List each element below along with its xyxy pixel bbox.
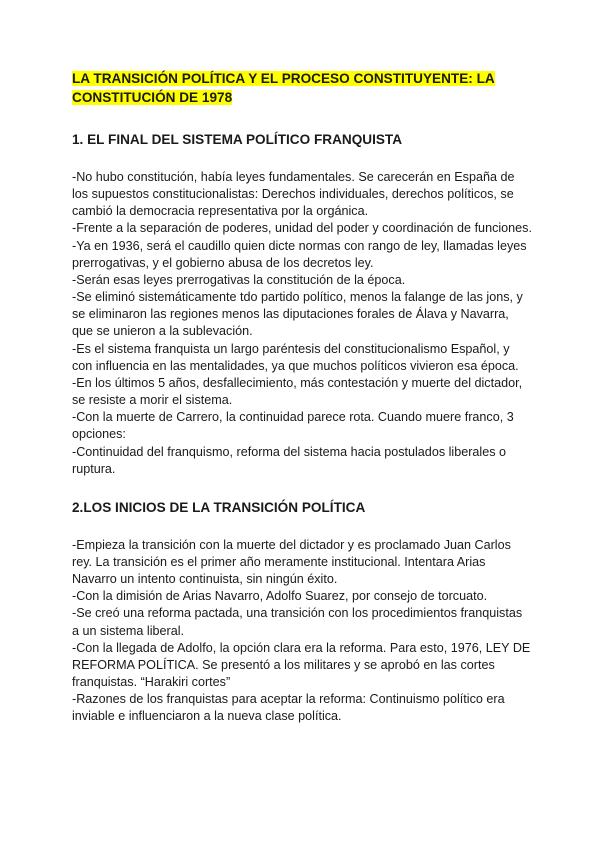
paragraph: -Empieza la transición con la muerte del dictador y es proclamado Juan Carlos rey. La transición es el primer año meramente institucional. Intentara Arias Navarro un intento continuista, sin ningún éxito. xyxy=(72,537,511,587)
paragraph: -En los últimos 5 años, desfallecimiento, más contestación y muerte del dictador, se resiste a morir el sistema. xyxy=(72,375,523,408)
paragraph: -No hubo constitución, había leyes fundamentales. Se carecerán en España de los supuestos constitucionalistas: Derechos individuales, derechos políticos, se cambió la democracia representativa por la orgánica. xyxy=(72,170,515,219)
paragraph: -Se creó una reforma pactada, una transición con los procedimientos franquistas a un sistema liberal. xyxy=(72,606,523,638)
paragraph: -Con la dimisión de Arias Navarro, Adolfo Suarez, por consejo de torcuato. xyxy=(72,589,488,604)
title-highlight: LA TRANSICIÓN POLÍTICA Y EL PROCESO CONSTITUYENTE: LA CONSTITUCIÓN DE 1978 xyxy=(72,71,495,105)
section-1 xyxy=(72,130,532,478)
section-heading: 2.LOS INICIOS DE LA TRANSICIÓN POLÍTICA xyxy=(72,499,366,515)
paragraph: -Serán esas leyes prerrogativas la constitución de la época. xyxy=(72,272,406,287)
document-page xyxy=(72,69,532,726)
section-2 xyxy=(72,498,532,726)
paragraph: -Ya en 1936, será el caudillo quien dicte normas con rango de ley, llamadas leyes prerrogativas, y el gobierno abusa de los decretos ley. xyxy=(72,238,527,270)
paragraph: -Se eliminó sistemáticamente tdo partido político, menos la falange de las jons, y se eliminaron las regiones menos las diputaciones forales de Álava y Navarra, que se unieron a la sublevación. xyxy=(72,290,523,339)
document-title xyxy=(72,69,532,107)
paragraph: -Frente a la separación de poderes, unidad del poder y coordinación de funciones. xyxy=(72,221,532,236)
paragraph: -Con la muerte de Carrero, la continuidad parece rota. Cuando muere franco, 3 opciones: xyxy=(72,410,514,442)
section-body xyxy=(72,169,532,478)
paragraph: -Continuidad del franquismo, reforma del sistema hacia postulados liberales o ruptura. xyxy=(72,444,507,476)
section-body xyxy=(72,537,532,726)
paragraph: -Con la llegada de Adolfo, la opción clara era la reforma. Para esto, 1976, LEY DE REFORMA POLÍTICA. Se presentó a los militares y se aprobó en las cortes franquistas. “Harakiri cortes” xyxy=(72,640,531,690)
paragraph: -Razones de los franquistas para aceptar la reforma: Continuismo político era inviable e influenciaron a la nueva clase política. xyxy=(72,692,505,724)
paragraph: -Es el sistema franquista un largo paréntesis del constitucionalismo Español, y con influencia en las mentalidades, ya que muchos políticos vivieron esa época. xyxy=(72,341,519,373)
section-heading: 1. EL FINAL DEL SISTEMA POLÍTICO FRANQUISTA xyxy=(72,132,403,147)
